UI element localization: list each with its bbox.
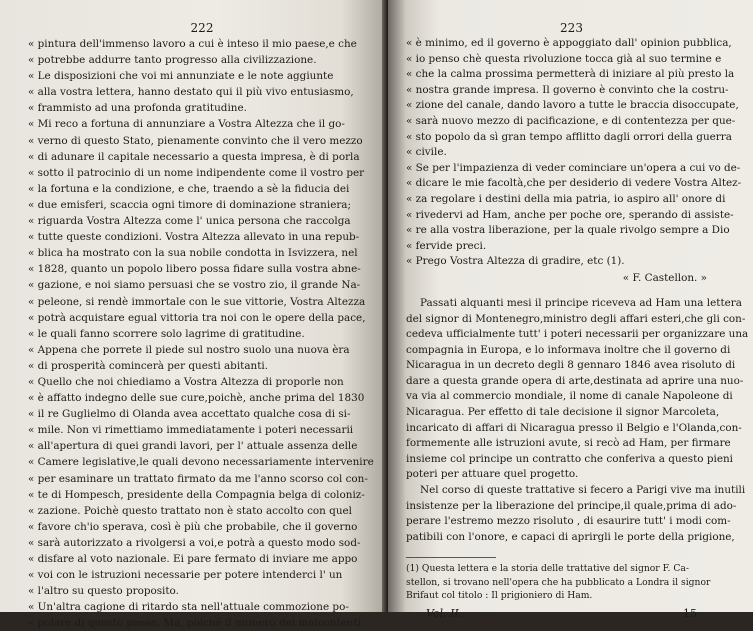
text-line: insistenze per la liberazione del principe,il quale,prima di ado- [406, 499, 737, 512]
text-line: « è minimo, ed il governo è appoggiato dall' opinion pubblica, [406, 37, 732, 49]
text-line: va via al commercio mondiale, il nome di canale Napoleone di [406, 390, 733, 403]
text-line: « 1828, quanto un popolo libero possa fidare sulla vostra abne- [28, 263, 361, 276]
text-line: « due emisferi, scaccia ogni timore di dominazione straniera; [28, 198, 352, 211]
footnote-line: stellon, si trovano nell'opera che ha pubblicato a Londra il signor [406, 576, 711, 588]
text-line: « è affatto indegno delle sue cure,poichè, anche prima del 1830 [28, 392, 365, 405]
text-line: « blica ha mostrato con la sua nobile condotta in Isvizzera, nel [28, 247, 358, 260]
signature-mark: 15 [683, 606, 697, 620]
text-line: « dicare le mie facoltà,che per desiderio di vedere Vostra Altez- [406, 177, 742, 190]
text-line: « fervide preci. [406, 239, 487, 252]
text-line: Passati alquanti mesi il principe riceveva ad Ham una lettera [420, 296, 742, 309]
text-line: « Quello che noi chiediamo a Vostra Altezza di proporle non [28, 375, 344, 388]
volume-label: Vol. II. [426, 606, 463, 620]
text-line: « Appena che porrete il piede sul nostro suolo una nuova èra [28, 343, 350, 356]
footnote-line: (1) Questa lettera e la storia delle trattative del signor F. Ca- [406, 563, 689, 575]
right-page-letter-text [406, 36, 742, 270]
text-line: « potrà acquistare egual vittoria tra noi con le opere della pace, [28, 311, 366, 324]
text-line: cedeva ufficialmente tutt' i poteri necessarii per organizzare una [406, 328, 749, 341]
text-line: « Mi reco a fortuna di annunziare a Vostra Altezza che il go- [28, 118, 345, 131]
right-page-narrative-text [406, 296, 749, 546]
text-line: « io penso chè questa rivoluzione tocca già al suo termine e [406, 52, 722, 65]
left-page-number: 222 [190, 21, 214, 35]
text-line: « voi con le istruzioni necessarie per potere intenderci l' un [28, 569, 343, 582]
text-line: « verno di questo Stato, pienamente convinto che il vero mezzo [28, 134, 363, 147]
text-line: Nicaragua in un decreto degli 8 gennaro 1846 avea risoluto di [406, 359, 736, 372]
text-line: « Le disposizioni che voi mi annunziate e le note aggiunte [28, 70, 334, 83]
text-line: « te di Hompesch, presidente della Compagnia belga di coloniz- [28, 488, 365, 501]
text-line: « Un'altra cagione di ritardo sta nell'attuale commozione po- [28, 601, 349, 614]
text-line: « di prosperità comincerà per questi abitanti. [28, 359, 269, 372]
text-line: patibili con l'onore, e capaci di aprirgli le porte della prigione, [406, 530, 735, 543]
text-line: « favore ch'io sperava, così è più che probabile, che il governo [28, 520, 358, 533]
footnote-line: Brifaut col titolo : Il prigioniero di Ham. [406, 590, 593, 602]
text-line: « frammisto ad una profonda gratitudine. [28, 102, 247, 115]
text-line: « tutte queste condizioni. Vostra Altezza allevato in una repub- [28, 231, 360, 244]
text-line: « civile. [406, 146, 447, 159]
text-line: « pintura dell'immenso lavoro a cui è inteso il mio paese,e che [28, 38, 357, 50]
text-line: Nel corso di queste trattative si fecero a Parigi vive ma inutili [420, 484, 746, 497]
footnote [406, 562, 737, 602]
text-line: « zione del canale, dando lavoro a tutte le braccia disoccupate, [406, 99, 739, 112]
text-line: « polare di questo paese. Ma, poichè il numero dei malcontenti [28, 617, 361, 630]
text-line: « disfare al voto nazionale. Ei pare fermato di inviare me appo [28, 553, 358, 565]
text-line: « la fortuna e la condizione, e che, traendo a sè la fiducia dei [28, 182, 350, 195]
text-line: « per esaminare un trattato firmato da me l'anno scorso col con- [28, 472, 368, 485]
right-page [388, 0, 753, 620]
text-line: dare a questa grande opera di arte,destinata ad aprire una nuo- [406, 374, 744, 387]
letter-signature: « F. Castellon. » [622, 271, 707, 284]
text-line: « riguarda Vostra Altezza come l' unica persona che raccolga [28, 215, 351, 228]
text-line: « gazione, e noi siamo persuasi che se vostro zio, il grande Na- [28, 279, 361, 292]
text-line: « sotto il patrocinio di un nome indipendente come il vostro per [28, 166, 365, 179]
text-line: « il re Guglielmo di Olanda avea accettato qualche cosa di si- [28, 408, 351, 421]
text-line: incaricato di affari di Nicaragua presso il Belgio e l'Olanda,con- [406, 421, 742, 434]
footnote-rule [406, 557, 496, 558]
text-line: compagnia in Europa, e lo informava inoltre che il governo di [406, 343, 731, 356]
text-line: « re alla vostra liberazione, per la quale rivolgo sempre a Dio [406, 224, 730, 237]
text-line: « sto popolo da sì gran tempo afflitto dagli orrori della guerra [406, 130, 732, 143]
text-line: del signor di Montenegro,ministro degli affari esteri,che gli con- [406, 312, 746, 325]
text-line: « all'apertura di quei grandi lavori, per l' attuale assenza delle [28, 440, 358, 453]
text-line: « che la calma prossima permetterà di iniziare al più presto la [406, 68, 735, 81]
text-line: « Se per l'impazienza di veder cominciare un'opera a cui vo de- [406, 161, 741, 174]
text-line: « di adunare il capitale necessario a questa impresa, è di porla [28, 150, 360, 163]
text-line: « l'altro su questo proposito. [28, 585, 179, 598]
text-line: « alla vostra lettera, hanno destato qui il più vivo entusiasmo, [28, 86, 354, 99]
text-line: « nostra grande impresa. Il governo è convinto che la costru- [406, 83, 729, 96]
text-line: « peleone, si rendè immortale con le sue vittorie, Vostra Altezza [28, 295, 366, 308]
right-page-number: 223 [560, 21, 583, 35]
text-line: « Prego Vostra Altezza di gradire, etc (1). [406, 255, 625, 268]
text-line: « potrebbe addurre tanto progresso alla civilizzazione. [28, 54, 317, 67]
left-page-text [28, 36, 376, 631]
text-line: insieme col principe un contratto che conferiva a questo pieni [406, 452, 733, 465]
text-line: « sarà nuovo mezzo di pacificazione, e di contentezza per que- [406, 114, 736, 127]
text-line: Nicaragua. Per effetto di tale decisione il signor Marcoleta, [406, 406, 720, 419]
text-line: « rivedervi ad Ham, anche per poche ore, sperando di assiste- [406, 208, 734, 221]
text-line: formemente alle istruzioni avute, si recò ad Ham, per firmare [406, 437, 731, 450]
text-line: « mile. Non vi rimettiamo immediatamente i poteri necessarii [28, 424, 354, 437]
text-line: perare l'estremo mezzo risoluto , di esaurire tutt' i modi com- [406, 515, 731, 528]
text-line: « za regolare i destini della mia patria, io aspiro all' onore di [406, 192, 726, 205]
text-line: « Camere legislative,le quali devono necessariamente intervenire [28, 456, 374, 469]
text-line: « sarà autorizzato a rivolgersi a voi,e potrà a questo modo sod- [28, 536, 361, 549]
text-line: « zazione. Poichè questo trattato non è stato accolto con quel [28, 504, 352, 517]
text-line: poteri per attuare quel progetto. [406, 468, 579, 481]
text-line: « le quali fanno scorrere solo lagrime di gratitudine. [28, 327, 305, 340]
page-footer [406, 607, 737, 620]
